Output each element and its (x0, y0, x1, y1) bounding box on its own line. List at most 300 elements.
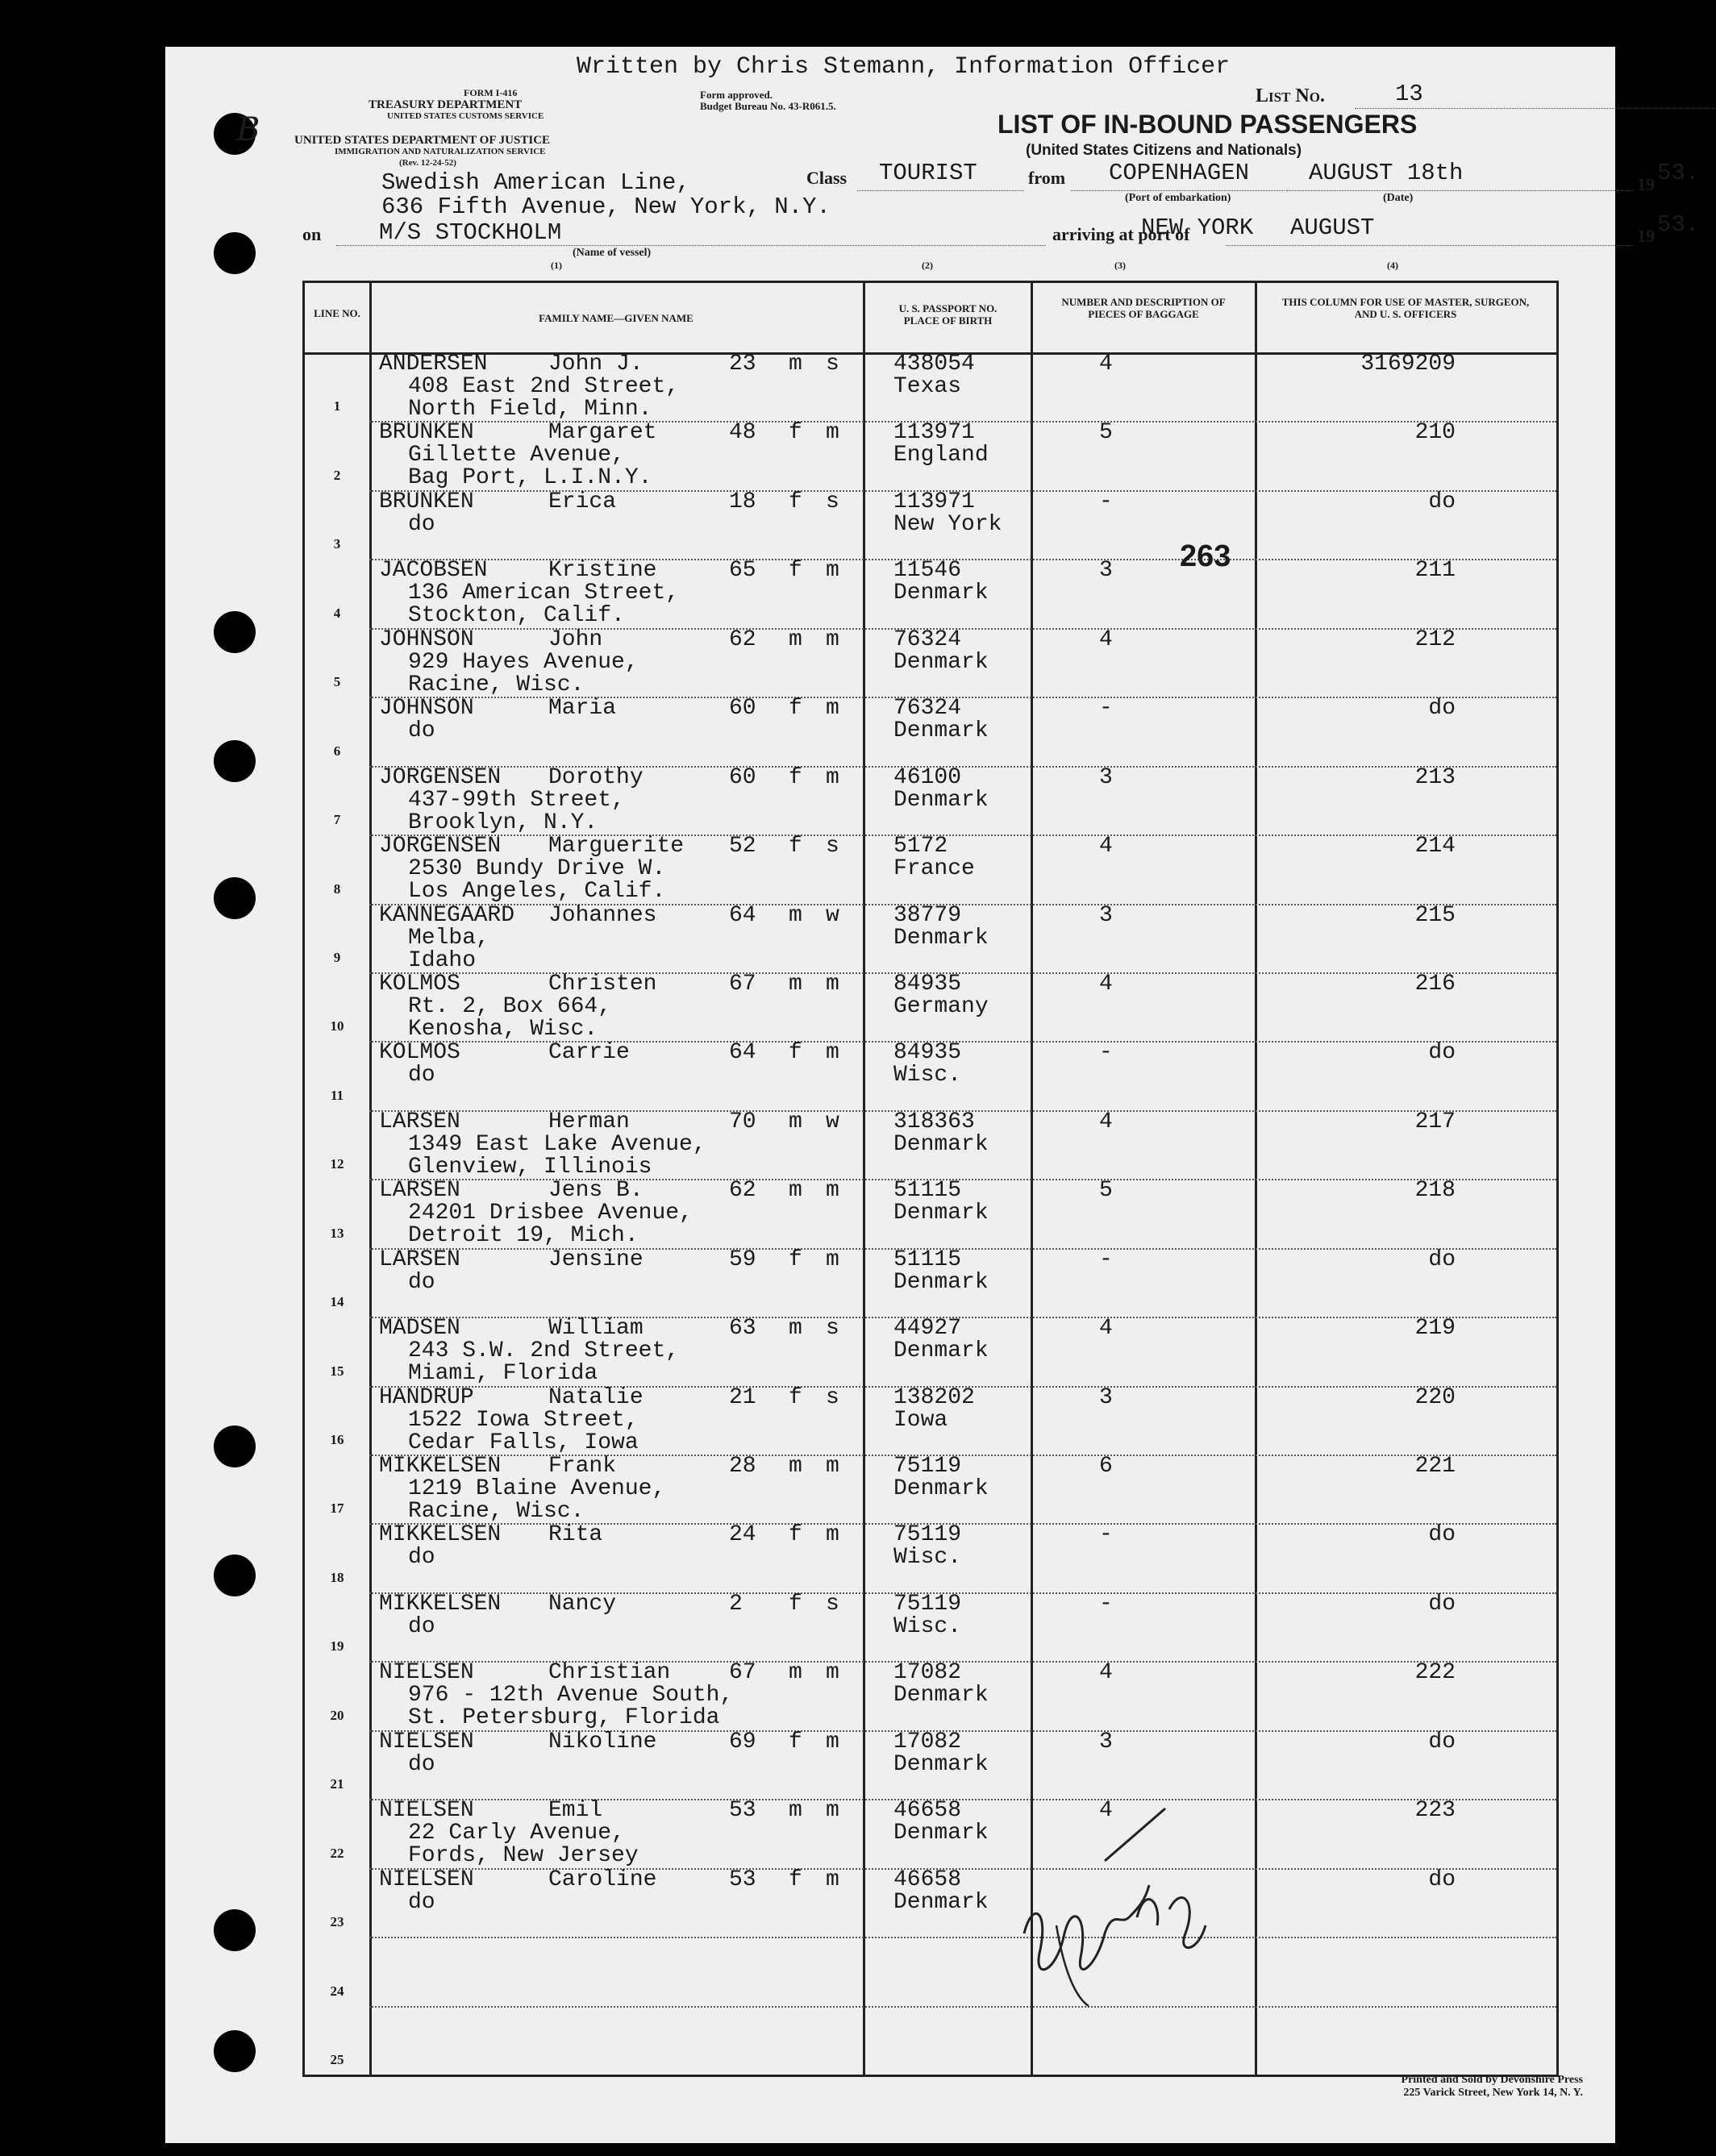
printer-credit-line-1: Printed and Sold by Devonshire Press (1401, 2074, 1583, 2086)
passport-number: 46658 (893, 1867, 962, 1892)
stamp-number: 263 (1180, 539, 1231, 573)
immigration-service: IMMIGRATION AND NATURALIZATION SERVICE (335, 147, 546, 156)
officer-entry: 223 (1414, 1798, 1456, 1824)
sex: f (789, 1729, 802, 1754)
officer-entry: 216 (1414, 971, 1456, 997)
place-of-birth: Denmark (893, 1338, 989, 1364)
customs-service: UNITED STATES CUSTOMS SERVICE (387, 111, 544, 121)
line-number: 12 (330, 1156, 344, 1172)
baggage-count: - (1099, 1247, 1113, 1272)
baggage-count: 3 (1099, 558, 1113, 584)
passport-number: 38779 (893, 902, 962, 928)
marital-status: m (826, 764, 839, 790)
sex: m (789, 1316, 802, 1342)
class-underline (857, 190, 1024, 191)
sex: m (789, 352, 802, 377)
marital-status: s (826, 489, 839, 514)
address-line-1: Rt. 2, Box 664, (408, 993, 612, 1019)
list-no-underline (1355, 108, 1716, 109)
family-name: JORGENSEN (379, 834, 502, 859)
from-underline (1071, 190, 1285, 191)
address-line-1: Melba, (408, 925, 489, 951)
place-of-birth: France (893, 856, 975, 882)
table-row (305, 1248, 1556, 1317)
baggage-count: 4 (1099, 834, 1113, 859)
given-name: Rita (548, 1522, 603, 1548)
table-row (305, 697, 1556, 765)
baggage-count: 4 (1099, 626, 1113, 652)
table-row (305, 1592, 1556, 1661)
family-name: MIKKELSEN (379, 1454, 502, 1480)
officer-entry: 213 (1414, 764, 1456, 790)
address-line-2: Miami, Florida (408, 1361, 598, 1387)
list-no-value: 13 (1395, 81, 1423, 107)
form-approved: Form approved. (700, 89, 773, 101)
sex: f (789, 1384, 802, 1410)
given-name: Erica (548, 489, 617, 514)
age: 2 (729, 1591, 743, 1617)
baggage-count: - (1099, 696, 1113, 722)
baggage-count: 4 (1099, 1316, 1113, 1342)
passport-number: 11546 (893, 558, 962, 584)
punch-hole (214, 740, 256, 782)
shipping-line: Swedish American Line, (381, 169, 690, 196)
address-line-1: do (408, 1545, 435, 1571)
given-name: Christian (548, 1660, 671, 1686)
age: 60 (729, 696, 756, 722)
address-line-2: Stockton, Calif. (408, 603, 625, 629)
officer-entry: do (1428, 489, 1456, 514)
address-line-2: St. Petersburg, Florida (408, 1705, 720, 1731)
sex: m (789, 1109, 802, 1134)
address-line-1: do (408, 1889, 435, 1915)
from-value: COPENHAGEN (1109, 160, 1250, 186)
line-number: 4 (333, 605, 341, 621)
given-name: Nancy (548, 1591, 617, 1617)
given-name: Frank (548, 1454, 617, 1480)
age: 62 (729, 1178, 756, 1204)
officer-entry: 211 (1414, 558, 1456, 584)
sex: m (789, 626, 802, 652)
sex: f (789, 1591, 802, 1617)
passport-number: 138202 (893, 1384, 975, 1410)
address-line-1: 1349 East Lake Avenue, (408, 1131, 706, 1157)
sex: f (789, 1522, 802, 1548)
family-name: JORGENSEN (379, 764, 502, 790)
marital-status: w (826, 1109, 839, 1134)
marital-status: m (826, 1798, 839, 1824)
form-title: LIST OF IN-BOUND PASSENGERS (998, 110, 1418, 139)
place-of-birth: Wisc. (893, 1063, 962, 1088)
address-line-1: 2530 Bundy Drive W. (408, 856, 666, 882)
line-number: 9 (333, 949, 341, 965)
age: 65 (729, 558, 756, 584)
form-page (165, 47, 1700, 2143)
marital-status: s (826, 1591, 839, 1617)
given-name: Jens B. (548, 1178, 644, 1204)
address-line-2: Racine, Wisc. (408, 1499, 585, 1525)
address-line-1: do (408, 511, 435, 537)
passport-number: 76324 (893, 696, 962, 722)
sex: f (789, 489, 802, 514)
sex: f (789, 1247, 802, 1272)
place-of-birth: Germany (893, 993, 989, 1019)
family-name: KOLMOS (379, 971, 460, 997)
officer-entry: do (1428, 1729, 1456, 1754)
line-number: 3 (333, 536, 341, 552)
line-number: 21 (330, 1776, 344, 1792)
passport-number: 113971 (893, 489, 975, 514)
line-number: 7 (333, 812, 341, 828)
given-name: Kristine (548, 558, 657, 584)
line-number: 1 (333, 398, 341, 414)
baggage-count: 4 (1099, 1660, 1113, 1686)
class-label: Class (806, 168, 848, 188)
address-line-1: 976 - 12th Avenue South, (408, 1683, 734, 1709)
officer-entry: 218 (1414, 1178, 1456, 1204)
age: 21 (729, 1384, 756, 1410)
table-row (305, 972, 1556, 1041)
punch-hole (214, 2030, 256, 2072)
family-name: LARSEN (379, 1247, 460, 1272)
age: 64 (729, 1040, 756, 1066)
baggage-count: 4 (1099, 971, 1113, 997)
family-name: KANNEGAARD (379, 902, 515, 928)
address-line-1: 437-99th Street, (408, 787, 625, 813)
date-value: AUGUST 18th (1309, 160, 1464, 186)
handwritten-signature (1008, 1813, 1218, 2014)
column-header-baggage: NUMBER AND DESCRIPTION OF PIECES OF BAGGAGE (1061, 296, 1226, 320)
family-name: LARSEN (379, 1109, 460, 1134)
family-name: JACOBSEN (379, 558, 488, 584)
table-row (305, 1110, 1556, 1179)
address-line-1: 243 S.W. 2nd Street, (408, 1338, 680, 1364)
baggage-count: 3 (1099, 764, 1113, 790)
line-number: 13 (330, 1225, 344, 1241)
arrival-date: AUGUST (1290, 214, 1375, 241)
table-row (305, 1386, 1556, 1455)
family-name: MIKKELSEN (379, 1522, 502, 1548)
table-row (305, 766, 1556, 835)
marital-status: m (826, 1247, 839, 1272)
printer-credit-line-2: 225 Varick Street, New York 14, N. Y. (1403, 2087, 1583, 2099)
sex: f (789, 764, 802, 790)
given-name: Margaret (548, 420, 657, 446)
marital-status: m (826, 1178, 839, 1204)
sex: f (789, 558, 802, 584)
age: 63 (729, 1316, 756, 1342)
given-name: Carrie (548, 1040, 630, 1066)
family-name: KOLMOS (379, 1040, 460, 1066)
baggage-count: 3 (1099, 1384, 1113, 1410)
place-of-birth: Denmark (893, 718, 989, 744)
given-name: Herman (548, 1109, 630, 1134)
officer-entry: 217 (1414, 1109, 1456, 1134)
line-number: 16 (330, 1432, 344, 1448)
baggage-count: 6 (1099, 1454, 1113, 1480)
officer-entry: 221 (1414, 1454, 1456, 1480)
age: 67 (729, 971, 756, 997)
marital-status: s (826, 1316, 839, 1342)
year-prefix: 19 (1637, 174, 1655, 194)
table-row (305, 1868, 1556, 1937)
column-header-passport: U. S. PASSPORT NO. PLACE OF BIRTH (898, 302, 998, 327)
marital-status: m (826, 696, 839, 722)
address-line-1: 1219 Blaine Avenue, (408, 1476, 666, 1502)
table-row (305, 1730, 1556, 1799)
arrival-year: 53. (1657, 211, 1700, 238)
marital-status: m (826, 1729, 839, 1754)
passport-number: 51115 (893, 1247, 962, 1272)
place-of-birth: Wisc. (893, 1613, 962, 1639)
place-of-birth: Denmark (893, 649, 989, 675)
line-number: 14 (330, 1294, 344, 1310)
age: 62 (729, 626, 756, 652)
passport-number: 46100 (893, 764, 962, 790)
family-name: NIELSEN (379, 1867, 474, 1892)
baggage-count: 5 (1099, 1178, 1113, 1204)
address-line-2: Racine, Wisc. (408, 672, 585, 697)
baggage-count: - (1099, 1591, 1113, 1617)
address-line-1: 136 American Street, (408, 581, 680, 606)
given-name: William (548, 1316, 644, 1342)
age: 48 (729, 420, 756, 446)
place-of-birth: Denmark (893, 1821, 989, 1846)
address-line-2: Cedar Falls, Iowa (408, 1430, 639, 1455)
marital-status: m (826, 1660, 839, 1686)
officer-entry: 222 (1414, 1660, 1456, 1686)
arrival-year-prefix: 19 (1637, 226, 1655, 246)
family-name: JOHNSON (379, 696, 474, 722)
address-line-1: do (408, 1063, 435, 1088)
table-row (305, 2006, 1556, 2075)
officer-entry: do (1428, 696, 1456, 722)
sex: f (789, 1040, 802, 1066)
baggage-count: - (1099, 1522, 1113, 1548)
age: 67 (729, 1660, 756, 1686)
marital-status: m (826, 626, 839, 652)
line-number: 20 (330, 1707, 344, 1723)
from-label: from (1028, 168, 1066, 188)
date-underline (1286, 190, 1633, 191)
passport-number: 438054 (893, 352, 975, 377)
table-row (305, 1937, 1556, 2005)
place-of-birth: England (893, 443, 989, 468)
officer-entry: 219 (1414, 1316, 1456, 1342)
arrival-underline (1226, 245, 1633, 246)
family-name: BRUNKEN (379, 489, 474, 514)
table-row (305, 835, 1556, 903)
column-number-1: (1) (551, 260, 562, 271)
marital-status: m (826, 1454, 839, 1480)
form-number: FORM I-416 (464, 87, 518, 98)
line-number: 19 (330, 1638, 344, 1654)
sex: m (789, 1660, 802, 1686)
vessel-caption: (Name of vessel) (573, 247, 652, 259)
address-line-1: 929 Hayes Avenue, (408, 649, 639, 675)
officer-entry: 214 (1414, 834, 1456, 859)
address-line-2: Brooklyn, N.Y. (408, 810, 598, 835)
sex: m (789, 1798, 802, 1824)
shipping-address: 636 Fifth Avenue, New York, N.Y. (381, 194, 831, 220)
age: 18 (729, 489, 756, 514)
age: 23 (729, 352, 756, 377)
passport-number: 46658 (893, 1798, 962, 1824)
address-line-2: Bag Port, L.I.N.Y. (408, 465, 652, 491)
passport-number: 51115 (893, 1178, 962, 1204)
budget-bureau: Budget Bureau No. 43-R061.5. (700, 100, 836, 112)
address-line-2: Detroit 19, Mich. (408, 1223, 639, 1249)
baggage-count: 5 (1099, 420, 1113, 446)
passport-number: 17082 (893, 1729, 962, 1754)
line-number: 2 (333, 467, 341, 483)
department-of-justice: UNITED STATES DEPARTMENT OF JUSTICE (294, 134, 551, 147)
marital-status: m (826, 1522, 839, 1548)
line-number: 8 (333, 880, 341, 897)
place-of-birth: Wisc. (893, 1545, 962, 1571)
age: 59 (729, 1247, 756, 1272)
baggage-count: 4 (1099, 1798, 1113, 1824)
passport-number: 75119 (893, 1454, 962, 1480)
address-line-2: Kenosha, Wisc. (408, 1016, 598, 1042)
punch-hole (214, 611, 256, 653)
officer-entry: 212 (1414, 626, 1456, 652)
given-name: Caroline (548, 1867, 657, 1892)
place-of-birth: Denmark (893, 1683, 989, 1709)
family-name: MADSEN (379, 1316, 460, 1342)
treasury-department: TREASURY DEPARTMENT (369, 98, 523, 111)
address-line-2: Fords, New Jersey (408, 1843, 639, 1869)
column-header-officers: THIS COLUMN FOR USE OF MASTER, SURGEON, AND U. S. OFFICERS (1281, 296, 1530, 320)
given-name: Natalie (548, 1384, 644, 1410)
family-name: JOHNSON (379, 626, 474, 652)
age: 52 (729, 834, 756, 859)
line-number: 10 (330, 1018, 344, 1034)
officer-entry: 220 (1414, 1384, 1456, 1410)
marital-status: s (826, 834, 839, 859)
place-of-birth: Denmark (893, 1269, 989, 1295)
baggage-count: - (1099, 489, 1113, 514)
sex: f (789, 834, 802, 859)
sex: m (789, 902, 802, 928)
passport-number: 113971 (893, 420, 975, 446)
vessel-name: M/S STOCKHOLM (379, 219, 562, 246)
list-no-label: List No. (1256, 85, 1325, 106)
table-row (305, 1455, 1556, 1523)
place-of-birth: Denmark (893, 925, 989, 951)
column-number-2: (2) (922, 260, 933, 271)
marital-status: m (826, 1040, 839, 1066)
table-row (305, 1041, 1556, 1109)
given-name: Maria (548, 696, 617, 722)
passenger-table (302, 281, 1559, 2077)
sex: f (789, 1867, 802, 1892)
officer-entry: 210 (1414, 420, 1456, 446)
punch-hole (214, 232, 256, 274)
passenger-rows (305, 352, 1556, 2075)
sex: m (789, 1454, 802, 1480)
line-number: 17 (330, 1500, 344, 1517)
family-name: NIELSEN (379, 1729, 474, 1754)
age: 53 (729, 1867, 756, 1892)
address-line-1: do (408, 718, 435, 744)
line-number: 6 (333, 743, 341, 759)
line-number: 25 (330, 2051, 344, 2067)
line-number: 18 (330, 1569, 344, 1585)
sex: f (789, 420, 802, 446)
baggage-count: 4 (1099, 352, 1113, 377)
line-number: 11 (330, 1087, 344, 1103)
from-caption: (Port of embarkation) (1125, 192, 1231, 204)
date-caption: (Date) (1383, 192, 1414, 204)
table-row (305, 421, 1556, 489)
punch-hole (214, 877, 256, 919)
place-of-birth: Iowa (893, 1407, 948, 1433)
given-name: Nikoline (548, 1729, 657, 1754)
arrival-port: NEW YORK (1141, 214, 1254, 241)
place-of-birth: Texas (893, 374, 962, 399)
form-subtitle: (United States Citizens and Nationals) (1026, 142, 1302, 159)
family-name: BRUNKEN (379, 420, 474, 446)
passport-number: 84935 (893, 1040, 962, 1066)
line-number: 22 (330, 1845, 344, 1861)
age: 69 (729, 1729, 756, 1754)
given-name: Dorothy (548, 764, 644, 790)
place-of-birth: Denmark (893, 1201, 989, 1226)
address-line-1: 1522 Iowa Street, (408, 1407, 639, 1433)
marital-status: w (826, 902, 839, 928)
table-row (305, 1661, 1556, 1729)
age: 60 (729, 764, 756, 790)
given-name: Christen (548, 971, 657, 997)
table-row (305, 1799, 1556, 1867)
baggage-count: 4 (1099, 1109, 1113, 1134)
address-line-2: Idaho (408, 947, 477, 973)
officer-entry: do (1428, 1247, 1456, 1272)
sex: m (789, 1178, 802, 1204)
punch-hole (214, 1909, 256, 1951)
table-row (305, 559, 1556, 627)
officer-entry: do (1428, 1040, 1456, 1066)
place-of-birth: Denmark (893, 581, 989, 606)
table-row (305, 1179, 1556, 1247)
given-name: Jensine (548, 1247, 644, 1272)
year-value: 53. (1657, 160, 1700, 186)
column-number-3: (3) (1114, 260, 1126, 271)
table-row (305, 1523, 1556, 1592)
address-line-2: Glenview, Illinois (408, 1154, 652, 1180)
address-line-1: do (408, 1269, 435, 1295)
baggage-count: 3 (1099, 1729, 1113, 1754)
table-row (305, 1317, 1556, 1385)
address-line-2: Los Angeles, Calif. (408, 879, 666, 905)
officer-entry: do (1428, 1591, 1456, 1617)
passport-number: 84935 (893, 971, 962, 997)
passport-number: 17082 (893, 1660, 962, 1686)
place-of-birth: Denmark (893, 787, 989, 813)
place-of-birth: New York (893, 511, 1002, 537)
marital-status: s (826, 352, 839, 377)
age: 28 (729, 1454, 756, 1480)
table-row (305, 628, 1556, 697)
line-number: 15 (330, 1363, 344, 1379)
marital-status: m (826, 420, 839, 446)
line-number: 5 (333, 674, 341, 690)
address-line-1: Gillette Avenue, (408, 443, 625, 468)
address-line-2: North Field, Minn. (408, 397, 652, 422)
revision-date: (Rev. 12-24-52) (399, 158, 456, 168)
passport-number: 5172 (893, 834, 948, 859)
